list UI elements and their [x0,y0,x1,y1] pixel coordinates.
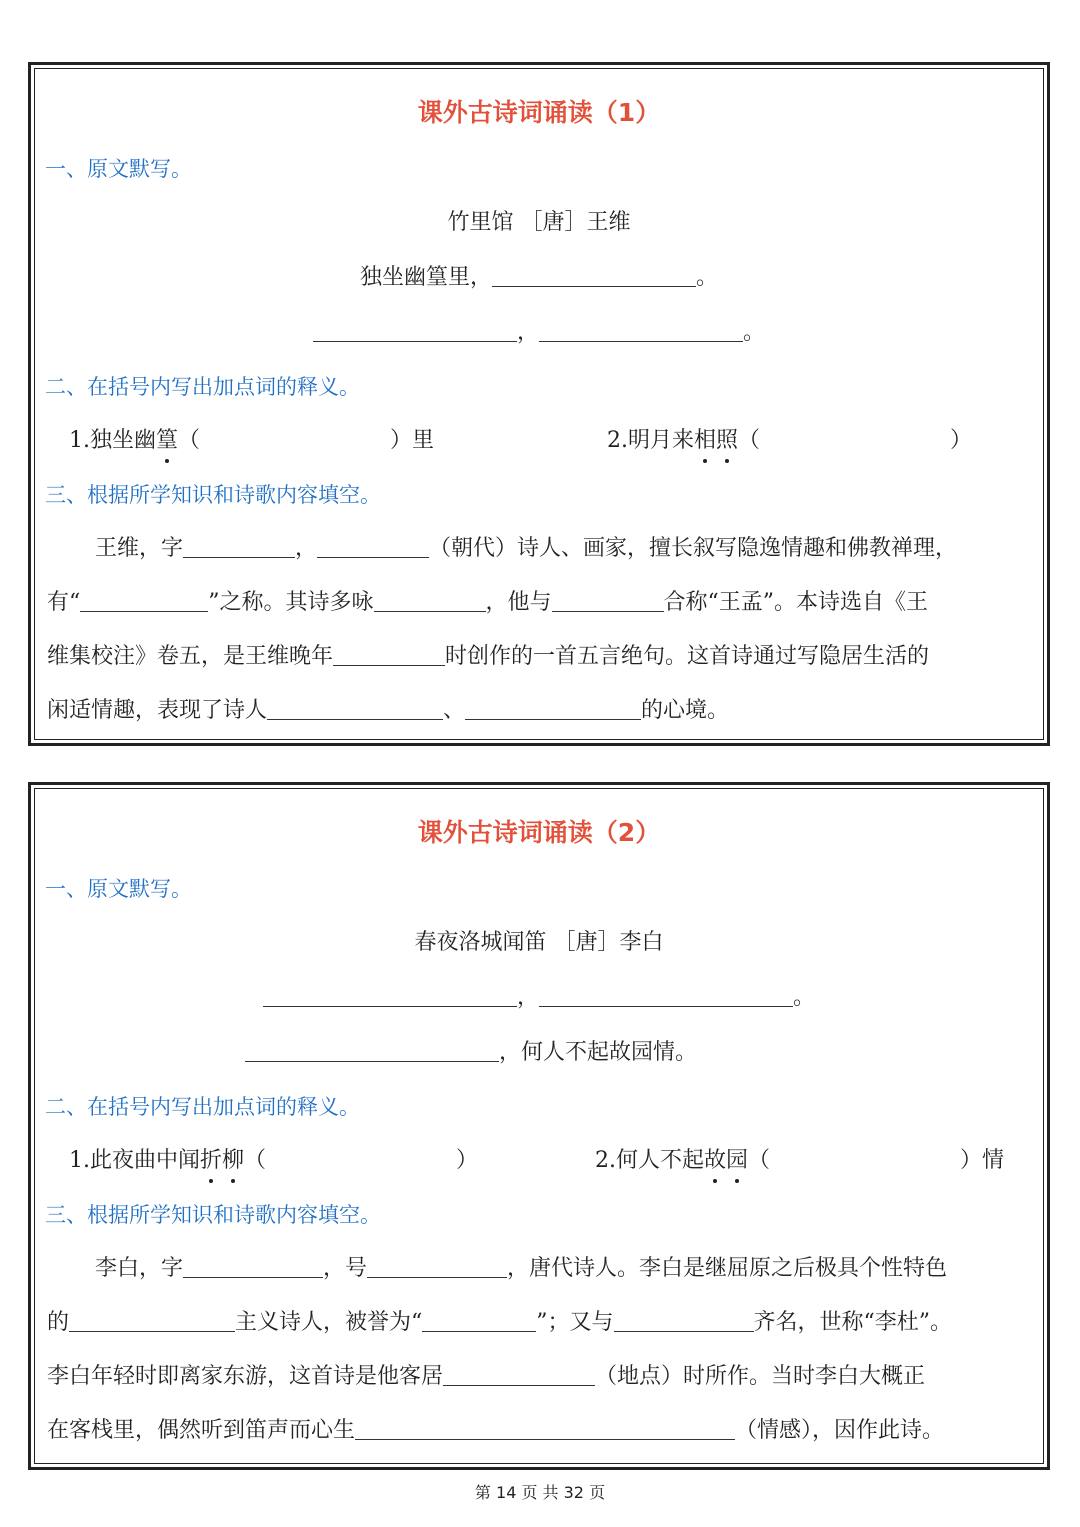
poem-title: 春夜洛城闻笛 ［唐］李白 [414,930,664,955]
section-heading-definitions: 二、在括号内写出加点词的释义。 [45,1095,360,1119]
question-1 [69,423,434,454]
paragraph-text: （情感），因作此诗。 [735,1418,945,1443]
answer-blank[interactable] [183,1255,323,1278]
poem-line-1 [35,980,1043,1011]
answer-blank[interactable] [552,589,664,612]
section-heading-recitation: 一、原文默写。 [45,877,192,901]
answer-blank[interactable] [333,643,445,666]
punctuation: 。 [696,265,719,290]
close-bracket: ） [456,1148,479,1173]
paragraph-text: 主义诗人，被誉为“ [235,1310,423,1335]
paragraph-text: 的心境。 [641,698,730,723]
paragraph-line-4 [47,1413,944,1444]
answer-blank[interactable] [539,319,743,342]
paragraph-text: 李白，字 [95,1256,184,1281]
worksheet-title: 课外古诗词诵读（1） [417,98,661,127]
answer-blank[interactable] [267,697,443,720]
paragraph-text: 、 [443,698,466,723]
poem-line-2 [245,1035,697,1066]
punctuation: 。 [793,985,816,1010]
answer-blank[interactable] [263,984,517,1007]
answer-blank[interactable] [465,697,641,720]
paragraph-text: 的 [47,1310,70,1335]
paragraph-text: （朝代）诗人、画家，擅长叙写隐逸情趣和佛教禅理， [429,536,958,561]
answer-blank[interactable] [367,1255,507,1278]
worksheet-1 [28,62,1050,746]
paragraph-text: 时创作的一首五言绝句。这首诗通过写隐居生活的 [445,644,930,669]
paragraph-text: 李白年轻时即离家东游，这首诗是他客居 [47,1364,444,1389]
punctuation: ， [516,320,539,345]
page-number: 第 14 页 共 32 页 [474,1483,606,1502]
answer-blank[interactable] [443,1363,595,1386]
paragraph-text: 王维，字 [95,536,184,561]
dotted-character: 柳 [222,1143,244,1174]
paragraph-line-1 [95,1251,947,1282]
paragraph-line-3 [47,1359,925,1390]
dotted-character: 相 [694,423,716,454]
paragraph-line-2 [47,585,928,616]
paragraph-text: 齐名，世称“李杜”。 [753,1310,953,1335]
open-bracket: （ [244,1148,267,1173]
paragraph-text: 维集校注》卷五，是王维晚年 [47,644,334,669]
dotted-character: 折 [200,1143,222,1174]
paragraph-text: ，他与 [485,590,552,615]
section-heading-recitation: 一、原文默写。 [45,157,192,181]
answer-blank[interactable] [183,535,295,558]
answer-blank[interactable] [245,1039,499,1062]
dotted-character: 篁 [156,423,178,454]
poem-line-2 [35,315,1043,346]
section-heading-fill-in: 三、根据所学知识和诗歌内容填空。 [45,1203,381,1227]
punctuation: ， [516,985,539,1010]
paragraph-text: 合称“王孟”。本诗选自《王 [663,590,929,615]
dotted-character: 故 [704,1143,726,1174]
paragraph-text: ”之称。其诗多咏 [208,590,374,615]
answer-blank[interactable] [374,589,486,612]
open-bracket: （ [738,428,761,453]
answer-blank[interactable] [69,1309,235,1332]
punctuation: 。 [743,320,766,345]
paragraph-text: ，唐代诗人。李白是继屈原之后极具个性特色 [507,1256,948,1281]
section-heading-definitions: 二、在括号内写出加点词的释义。 [45,375,360,399]
question-text: 1.独坐幽 [69,428,156,453]
close-bracket: ） [950,428,973,453]
poem-line-1 [35,260,1043,291]
paragraph-line-3 [47,639,929,670]
dotted-character: 照 [716,423,738,454]
paragraph-line-2 [47,1305,952,1336]
answer-blank[interactable] [313,319,517,342]
paragraph-text: 闲适情趣，表现了诗人 [47,698,268,723]
paragraph-line-1 [95,531,957,562]
worksheet-2 [28,782,1050,1470]
paragraph-text: ”；又与 [536,1310,614,1335]
dotted-character: 园 [726,1143,748,1174]
answer-blank[interactable] [492,264,696,287]
paragraph-text: ，号 [323,1256,368,1281]
open-bracket: （ [748,1148,771,1173]
answer-blank[interactable] [539,984,793,1007]
question-text: 1.此夜曲中闻 [69,1148,200,1173]
answer-blank[interactable] [422,1309,536,1332]
section-heading-fill-in: 三、根据所学知识和诗歌内容填空。 [45,483,381,507]
paragraph-text: ， [295,536,318,561]
open-bracket: （ [178,428,201,453]
question-2 [607,423,972,454]
question-text: 2.何人不起 [595,1148,704,1173]
question-2 [595,1143,1004,1174]
paragraph-text: 有“ [47,590,81,615]
answer-blank[interactable] [614,1309,754,1332]
poem-line-text: 独坐幽篁里， [359,265,492,290]
paragraph-text: 在客栈里，偶然听到笛声而心生 [47,1418,356,1443]
close-bracket: ）里 [390,428,435,453]
paragraph-text: （地点）时所作。当时李白大概正 [595,1364,926,1389]
question-text: 2.明月来 [607,428,694,453]
paragraph-line-4 [47,693,729,724]
answer-blank[interactable] [80,589,208,612]
answer-blank[interactable] [355,1417,735,1440]
worksheet-title: 课外古诗词诵读（2） [417,818,661,847]
question-1 [69,1143,478,1174]
poem-title: 竹里馆 ［唐］王维 [447,210,631,235]
poem-line-text: ，何人不起故园情。 [499,1040,698,1065]
answer-blank[interactable] [317,535,429,558]
close-bracket: ）情 [960,1148,1005,1173]
